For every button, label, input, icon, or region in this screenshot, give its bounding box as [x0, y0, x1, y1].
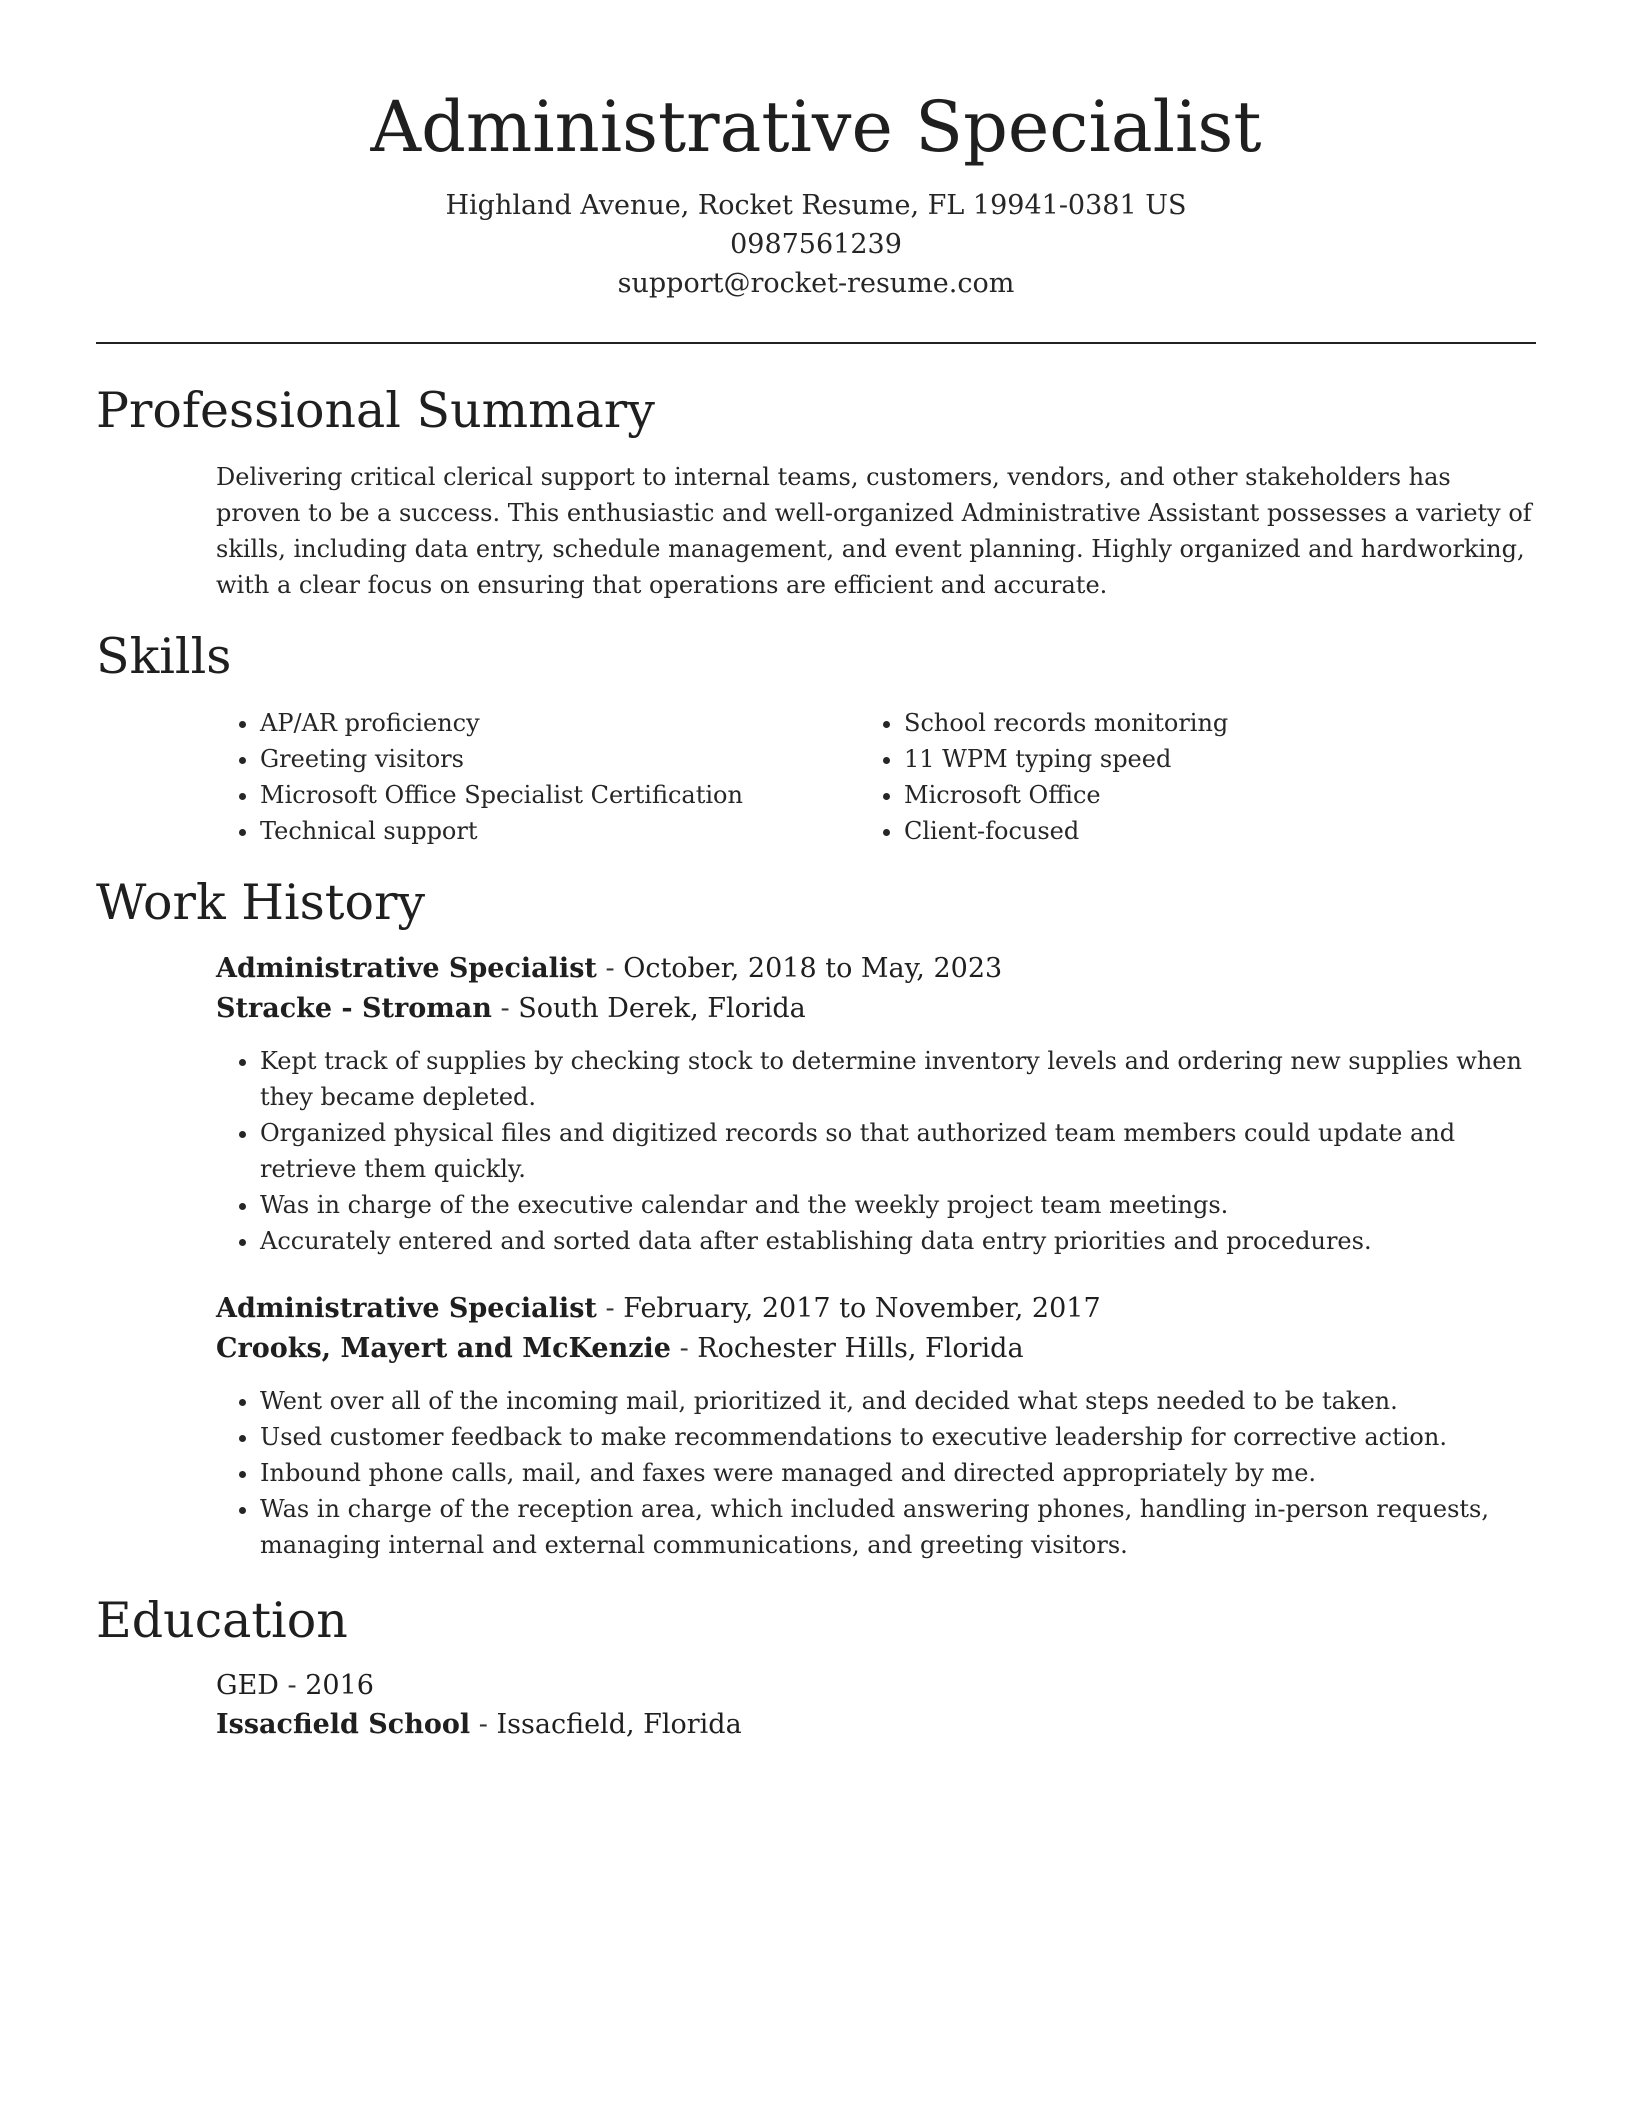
job-2-title-line [216, 1289, 1101, 1329]
education-heading: Education [96, 1592, 348, 1649]
address-text: Highland Avenue, Rocket Resume, FL 19941-0381 US [445, 190, 1187, 221]
header-divider [96, 342, 1536, 344]
job-bullet: • Inbound phone calls, mail, and faxes were managed and directed appropriately by me. [260, 1455, 1536, 1491]
separator: - [287, 1670, 297, 1701]
job-bullet: • Was in charge of the reception area, which included answering phones, handling in-person requests, managing internal and external communications, and greeting visitors. [260, 1491, 1536, 1563]
skill-item: • School records monitoring [904, 705, 1544, 741]
job-1-title-line [216, 949, 1002, 989]
candidate-name: Administrative Specialist [370, 86, 1262, 168]
education-degree-line [216, 1666, 374, 1706]
job-bullet: • Accurately entered and sorted data after establishing data entry priorities and procedures. [260, 1223, 1536, 1259]
skill-item: • 11 WPM typing speed [904, 741, 1544, 777]
skill-item: • Greeting visitors [260, 741, 860, 777]
separator: - [679, 1333, 689, 1364]
job-bullet: • Organized physical files and digitized records so that authorized team members could update and retrieve them quickly. [260, 1115, 1536, 1187]
job-bullet: • Went over all of the incoming mail, prioritized it, and decided what steps needed to be taken. [260, 1383, 1536, 1419]
job-company: Crooks, Mayert and McKenzie [216, 1333, 671, 1364]
education-school: Issacfield School [216, 1709, 471, 1740]
skill-item: • Microsoft Office Specialist Certification [260, 777, 860, 813]
job-location: Rochester Hills, Florida [697, 1333, 1024, 1364]
education-year: 2016 [305, 1670, 374, 1701]
skill-item: • Technical support [260, 813, 860, 849]
skill-item: • Client-focused [904, 813, 1544, 849]
job-location: South Derek, Florida [518, 993, 806, 1024]
job-role: Administrative Specialist [216, 953, 597, 984]
job-bullet: • Was in charge of the executive calendar and the weekly project team meetings. [260, 1187, 1536, 1223]
job-bullet: • Used customer feedback to make recommendations to executive leadership for corrective action. [260, 1419, 1536, 1455]
job-role: Administrative Specialist [216, 1293, 597, 1324]
email-text: support@rocket-resume.com [617, 268, 1015, 299]
separator: - [605, 1293, 615, 1324]
education-school-line [216, 1705, 742, 1745]
summary-text: Delivering critical clerical support to internal teams, customers, vendors, and other stakeholders has proven to be a success. This enthusiastic and well-organized Administrative Assistant possesses a variety of skills, including data entry, schedule management, and event planning. Highly organized and hardworking, with a clear focus on ensuring that operations are efficient and accurate. [216, 463, 1532, 599]
skills-heading: Skills [96, 628, 232, 685]
education-degree: GED [216, 1670, 279, 1701]
job-1-company-line [216, 989, 806, 1029]
skill-item: • Microsoft Office [904, 777, 1544, 813]
skill-item: • AP/AR proficiency [260, 705, 860, 741]
job-company: Stracke - Stroman [216, 993, 492, 1024]
contact-info [0, 186, 1632, 303]
separator: - [478, 1709, 488, 1740]
separator: - [500, 993, 510, 1024]
education-location: Issacfield, Florida [496, 1709, 742, 1740]
phone-text: 0987561239 [730, 229, 902, 260]
job-dates: February, 2017 to November, 2017 [623, 1293, 1101, 1324]
job-dates: October, 2018 to May, 2023 [623, 953, 1003, 984]
job-bullet: • Kept track of supplies by checking stock to determine inventory levels and ordering new supplies when they became depleted. [260, 1043, 1536, 1115]
job-2-bullets [216, 1383, 1536, 1563]
work-history-heading: Work History [96, 874, 426, 931]
job-2-company-line [216, 1329, 1024, 1369]
resume-header [0, 82, 1632, 303]
separator: - [605, 953, 615, 984]
summary-heading: Professional Summary [96, 382, 655, 439]
job-1-bullets [216, 1043, 1536, 1259]
skills-list-right [860, 705, 1544, 849]
skills-list-left [216, 705, 860, 849]
